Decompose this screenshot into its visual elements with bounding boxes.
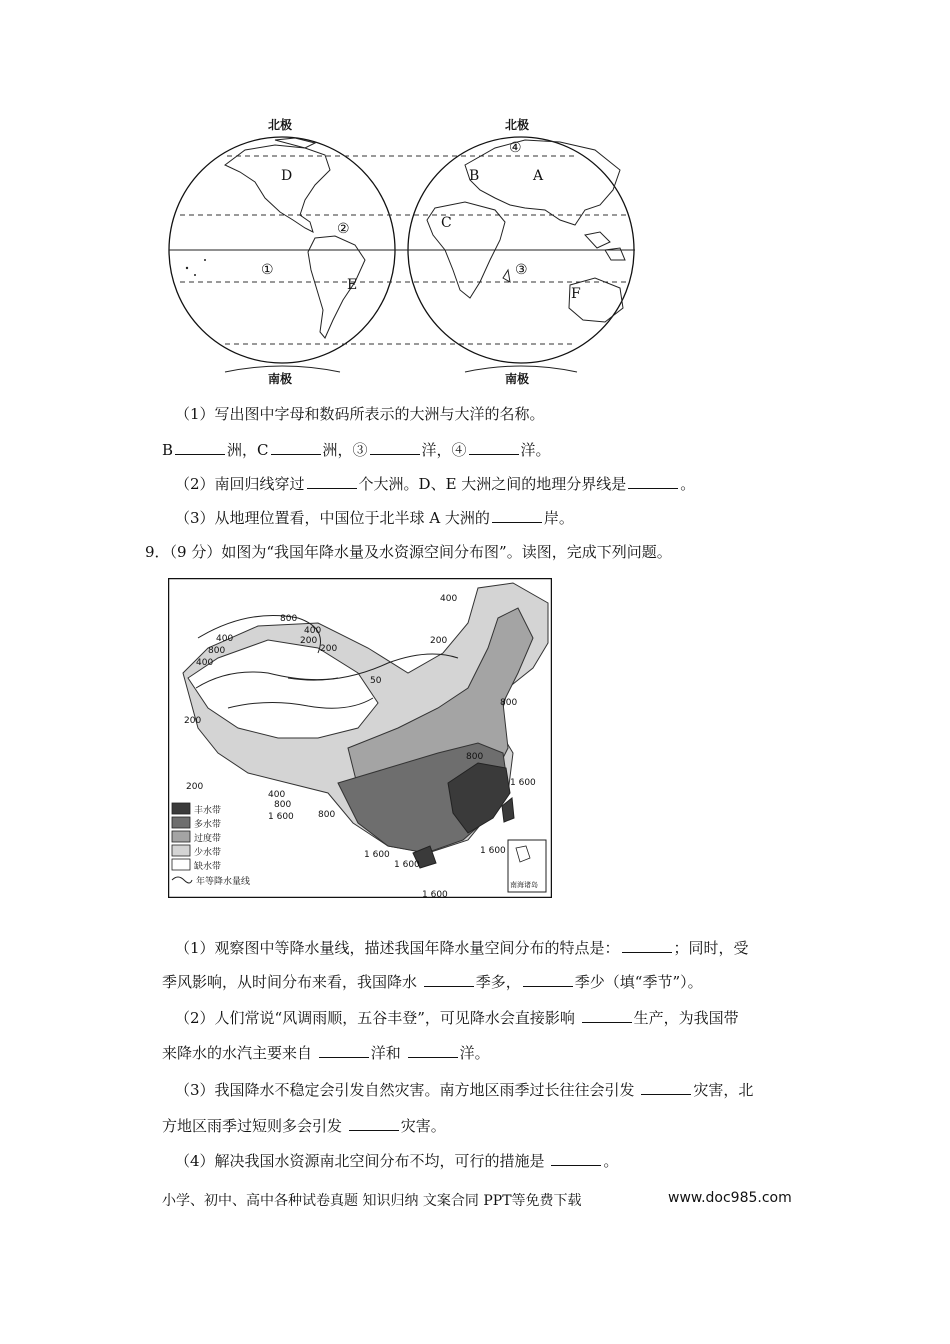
answer-blank-ocean2[interactable] (408, 1043, 458, 1058)
hemispheres-svg (165, 110, 650, 392)
answer-blank-coast[interactable] (492, 508, 542, 523)
answer-blank-B[interactable] (175, 440, 225, 455)
label-B: B (469, 168, 480, 184)
contour-label: 800 (318, 810, 336, 820)
answer-blank-south-disaster[interactable] (641, 1080, 691, 1095)
north-pole-label-left: 北极 (268, 118, 293, 132)
label-C: C (441, 215, 452, 231)
label-o1: ① (261, 262, 274, 278)
contour-label: 1 600 (510, 778, 536, 788)
contour-label: 400 (196, 658, 214, 668)
label-F: F (571, 286, 581, 302)
answer-blank-season-more[interactable] (424, 972, 474, 987)
q8-part1-answers: B 洲，C 洲，③ 洋，④ 洋。 (162, 441, 551, 459)
contour-label: 400 (304, 626, 322, 636)
south-pole-label-right: 南极 (505, 372, 530, 386)
answer-blank-spatial[interactable] (622, 938, 672, 953)
north-pole-label-right: 北极 (505, 118, 530, 132)
legend-abundant: 丰水带 (194, 806, 222, 816)
answer-blank-tropic[interactable] (307, 474, 357, 489)
inset-label: 南海诸岛 (510, 881, 538, 889)
legend-isohyet: 年等降水量线 (196, 877, 251, 887)
world-hemispheres-map (165, 110, 650, 392)
q9-part2-line1: （2）人们常说“风调雨顺，五谷丰登”，可见降水会直接影响 生产，为我国带 (175, 1009, 739, 1027)
contour-label: 400 (216, 634, 234, 644)
legend-many: 多水带 (194, 820, 222, 830)
contour-label: 200 (300, 636, 318, 646)
legend-transition: 过度带 (194, 834, 222, 844)
answer-blank-boundary[interactable] (628, 474, 678, 489)
contour-label: 1 600 (364, 850, 390, 860)
label-E: E (347, 277, 358, 293)
answer-blank-north-disaster[interactable] (349, 1116, 399, 1131)
china-precipitation-map (168, 578, 552, 898)
contour-label: 800 (280, 614, 298, 624)
contour-label: 400 (440, 594, 458, 604)
q8-part1 (175, 404, 545, 424)
label-A: A (533, 168, 544, 184)
contour-label: 800 (466, 752, 484, 762)
contour-label: 800 (208, 646, 226, 656)
contour-label: 800 (500, 698, 518, 708)
answer-blank-4[interactable] (469, 440, 519, 455)
q8-part2: （2）南回归线穿过 个大洲。D、E 大洲之间的地理分界线是 。 (175, 475, 696, 493)
footer-left: 小学、初中、高中各种试卷真题 知识归纳 文案合同 PPT等免费下载 (162, 1193, 582, 1209)
label-D: D (281, 168, 293, 184)
contour-label: 200 (430, 636, 448, 646)
answer-blank-ocean1[interactable] (319, 1043, 369, 1058)
answer-blank-measure[interactable] (551, 1151, 601, 1166)
legend-few: 少水带 (194, 848, 222, 858)
q9-part3-line2: 方地区雨季过短则多会引发 灾害。 (162, 1117, 446, 1135)
answer-blank-production[interactable] (582, 1008, 632, 1023)
contour-label: 400 (268, 790, 286, 800)
legend-scarce: 缺水带 (194, 862, 222, 872)
q8-part1-text: （1）写出图中字母和数码所表示的大洲与大洋的名称。 (175, 405, 545, 423)
label-o3: ③ (515, 262, 528, 278)
contour-label: 1 600 (394, 860, 420, 870)
q9-part4: （4）解决我国水资源南北空间分布不均，可行的措施是 。 (175, 1152, 619, 1170)
contour-label: 200 (320, 644, 338, 654)
contour-label: 800 (274, 800, 292, 810)
contour-label: 1 600 (422, 890, 448, 900)
contour-label: 200 (184, 716, 202, 726)
q9-part1-line2: 季风影响，从时间分布来看，我国降水 季多， 季少（填“季节”）。 (162, 973, 703, 991)
label-o4: ④ (509, 140, 522, 156)
contour-label: 1 600 (268, 812, 294, 822)
contour-label: 200 (186, 782, 204, 792)
q9-part2-line2: 来降水的水汽主要来自 洋和 洋。 (162, 1044, 490, 1062)
q9-part3-line1: （3）我国降水不稳定会引发自然灾害。南方地区雨季过长往往会引发 灾害，北 (175, 1081, 754, 1099)
q9-part1-line1: （1）观察图中等降水量线，描述我国年降水量空间分布的特点是： ；同时，受 (175, 939, 749, 957)
label-o2: ② (337, 221, 350, 237)
contour-label: 1 600 (480, 846, 506, 856)
answer-blank-C[interactable] (271, 440, 321, 455)
contour-label: 50 (370, 676, 382, 686)
answer-blank-3[interactable] (370, 440, 420, 455)
footer-url[interactable]: www.doc985.com (668, 1190, 792, 1206)
answer-blank-season-less[interactable] (523, 972, 573, 987)
south-pole-label-left: 南极 (268, 372, 293, 386)
q9-title: 9．（9 分）如图为“我国年降水量及水资源空间分布图”。读图，完成下列问题。 (145, 543, 672, 561)
q8-part3: （3）从地理位置看，中国位于北半球 A 大洲的 岸。 (175, 509, 574, 527)
